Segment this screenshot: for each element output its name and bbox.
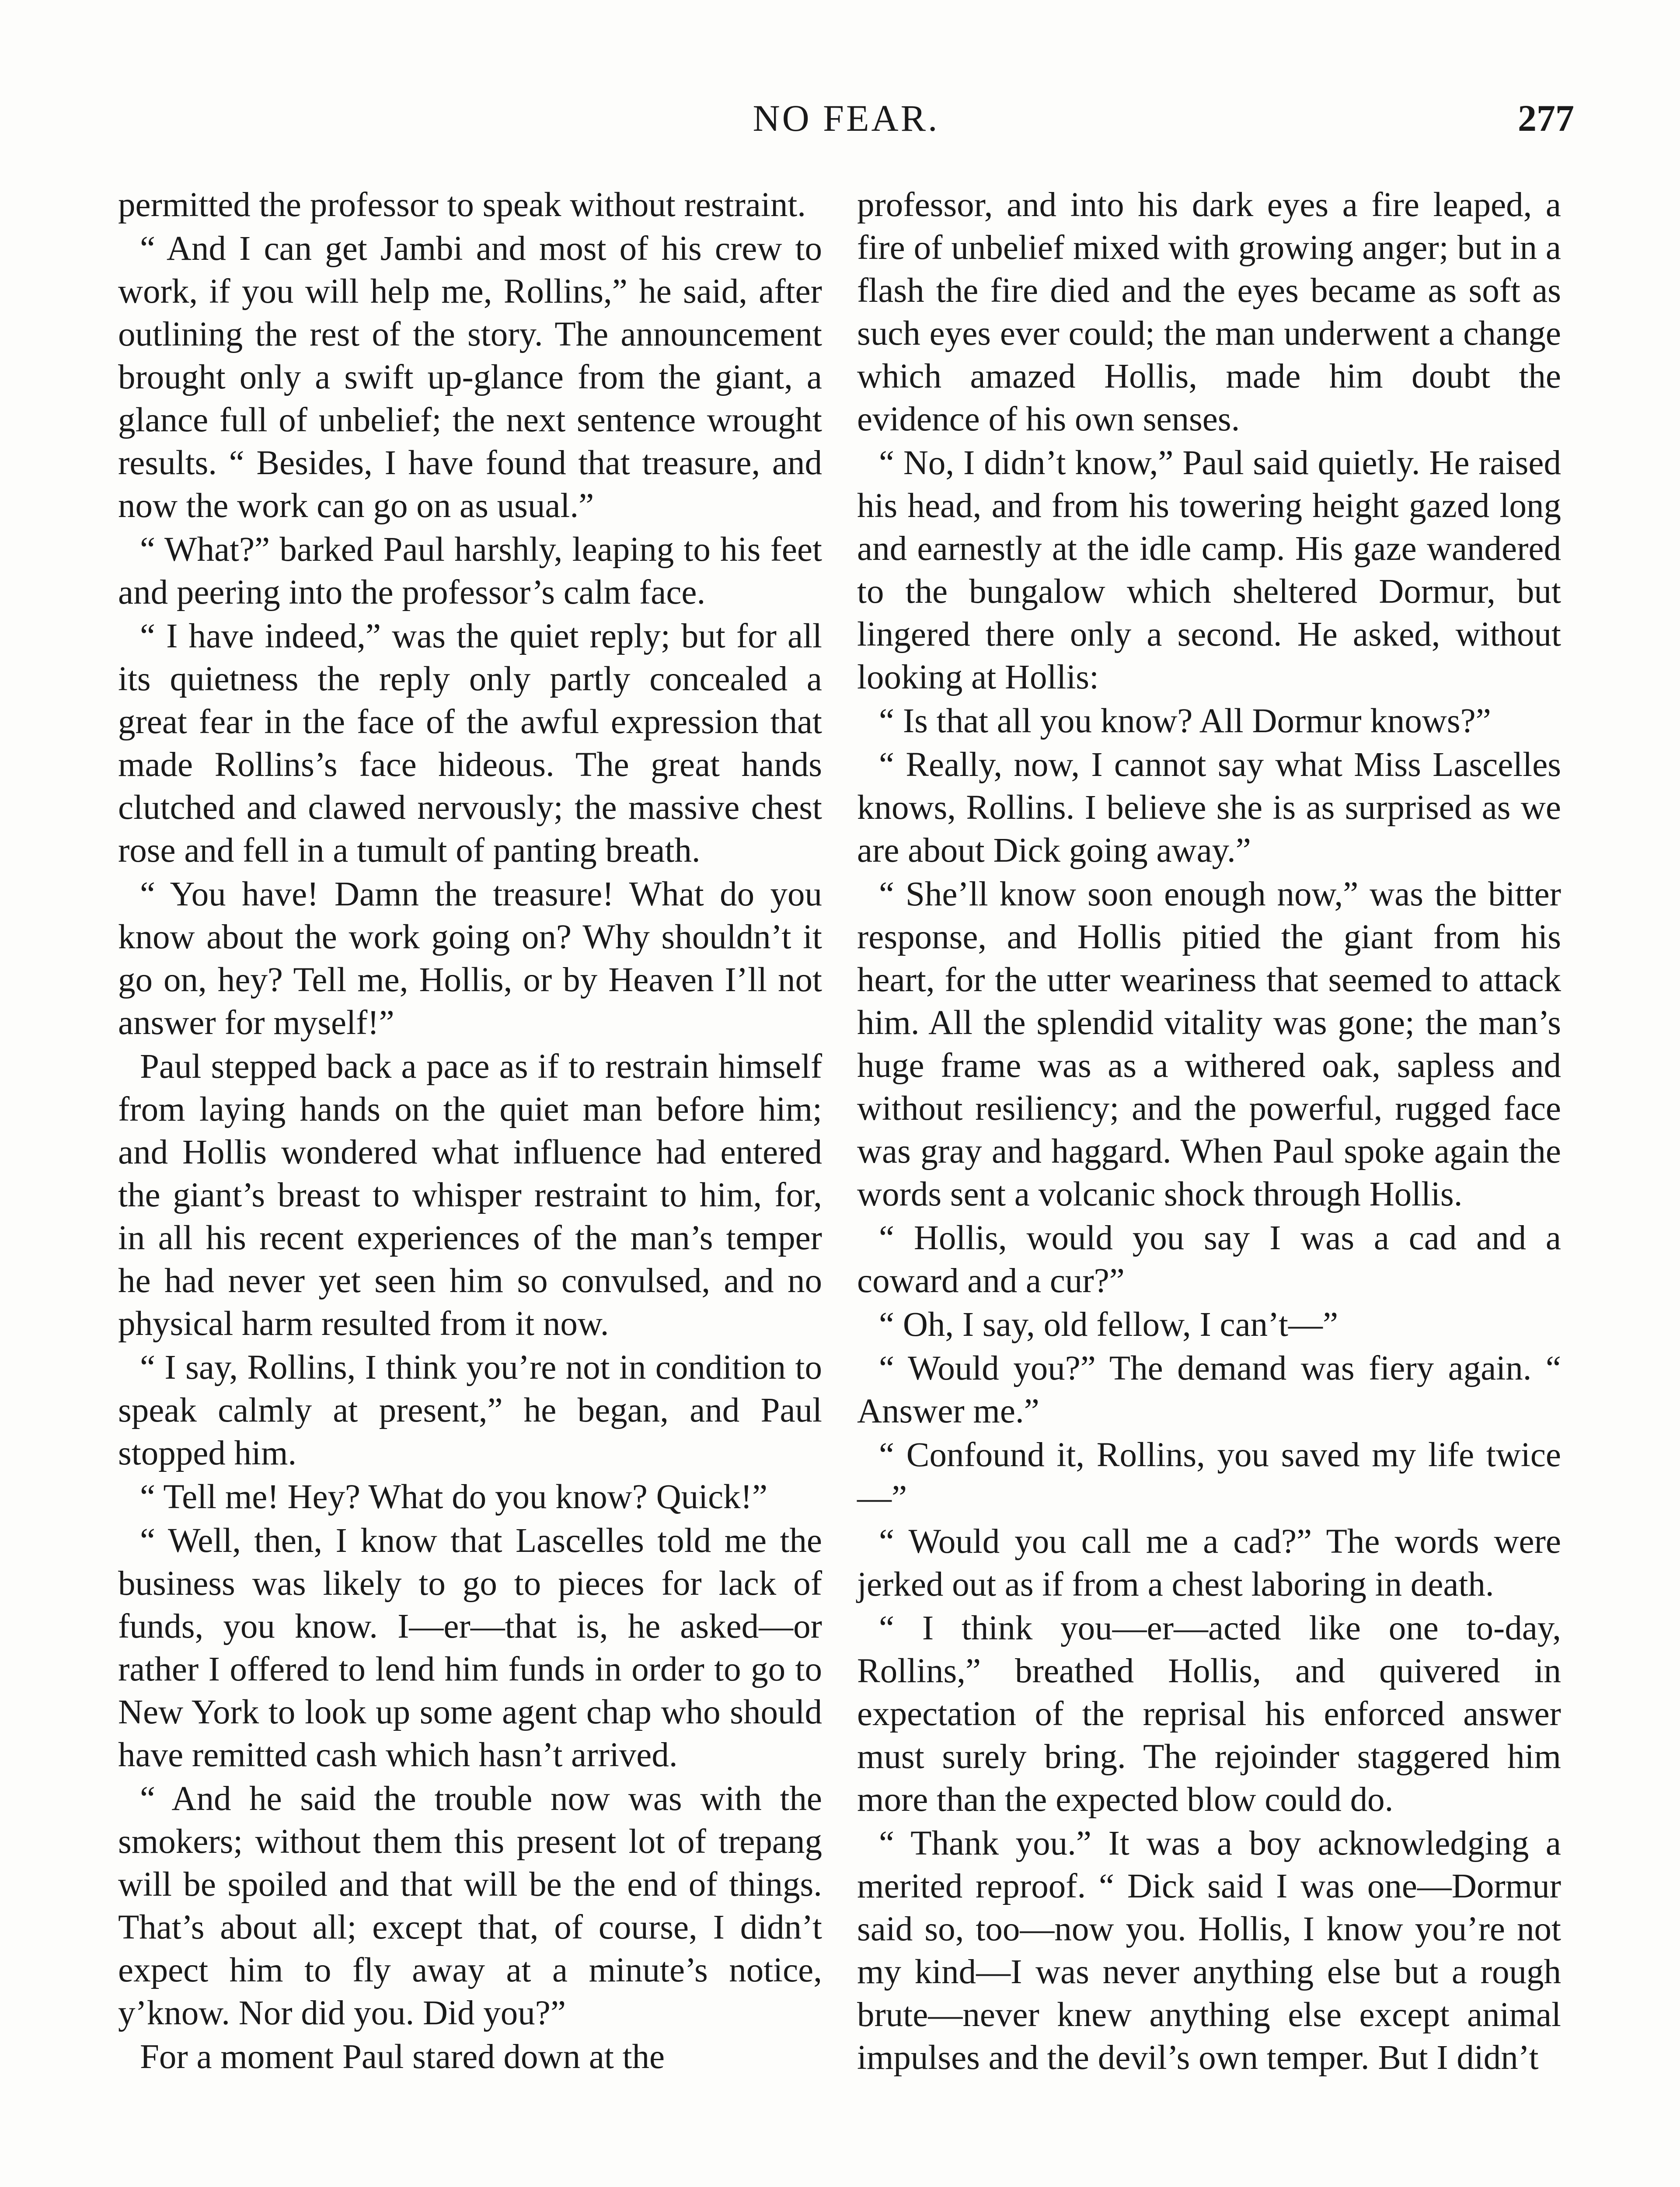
paragraph: “ And he said the trouble now was with the smokers; without them this present lot of trepang will be spoiled and that will be the end of things. That’s about all; except that, of course, I didn’t expect him to fly away at a minute’s notice, y’know. Nor did you. Did you?” <box>118 1780 822 2032</box>
paragraph: “ I say, Rollins, I think you’re not in condition to speak calmly at present,” he began, and Paul stopped him. <box>118 1349 822 1472</box>
paragraph: “ Thank you.” It was a boy acknowledging a merited reproof. “ Dick said I was one—Dormur said so, too—now you. Hollis, I know you’re not my kind—I was never anything else but a rough brute—never knew anything else except animal impulses and the devil’s own temper. But I didn’t <box>857 1824 1561 2077</box>
paragraph: “ She’ll know soon enough now,” was the bitter response, and Hollis pitied the giant from his heart, for the utter weariness that seemed to attack him. All the splendid vitality was gone; the man’s huge frame was as a withered oak, sapless and without resiliency; and the powerful, rugged face was gray and haggard. When Paul spoke again the words sent a volcanic shock through Hollis. <box>857 875 1561 1213</box>
paragraph: “ Oh, I say, old fellow, I can’t—” <box>879 1306 1338 1344</box>
paragraph: “ Would you?” The demand was fiery again. “ Answer me.” <box>857 1349 1561 1430</box>
paragraph: professor, and into his dark eyes a fire leaped, a fire of unbelief mixed with growing anger; but in a flash the fire died and the eyes became as soft as such eyes ever could; the man underwent a change which amazed Hollis, made him doubt the evidence of his own senses. <box>857 186 1561 438</box>
paragraph: “ I think you—er—acted like one to-day, Rollins,” breathed Hollis, and quivered in expectation of the reprisal his enforced answer must surely bring. The rejoinder staggered him more than the expected blow could do. <box>857 1609 1561 1819</box>
paragraph: “ Well, then, I know that Lascelles told me the business was likely to go to pieces for lack of funds, you know. I—er—that is, he asked—or rather I offered to lend him funds in order to go to New York to look up some agent chap who should have remitted cash which hasn’t arrived. <box>118 1522 822 1774</box>
paragraph: “ No, I didn’t know,” Paul said quietly. He raised his head, and from his towering height gazed long and earnestly at the idle camp. His gaze wandered to the bungalow which sheltered Dormur, but lingered there only a second. He asked, without looking at Hollis: <box>857 444 1561 696</box>
paragraph: “ Tell me! Hey? What do you know? Quick!” <box>140 1478 768 1516</box>
right-column <box>857 184 1561 2080</box>
page-number: 277 <box>1518 97 1574 139</box>
paragraph: “ Hollis, would you say I was a cad and a coward and a cur?” <box>857 1219 1561 1300</box>
paragraph: Paul stepped back a pace as if to restrain himself from laying hands on the quiet man before him; and Hollis wondered what influence had entered the giant’s breast to whisper restraint to him, for, in all his recent experiences of the man’s temper he had never yet seen him so convulsed, and no physical harm resulted from it now. <box>118 1048 822 1343</box>
paragraph: “ What?” barked Paul harshly, leaping to his feet and peering into the professor’s calm face. <box>118 531 822 611</box>
left-column <box>118 184 822 2079</box>
running-title: NO FEAR. <box>753 97 940 139</box>
paragraph: For a moment Paul stared down at the <box>140 2038 665 2076</box>
paragraph: “ Confound it, Rollins, you saved my life twice—” <box>857 1436 1561 1517</box>
page-header <box>118 94 1574 151</box>
paragraph: “ I have indeed,” was the quiet reply; but for all its quietness the reply only partly concealed a great fear in the face of the awful expression that made Rollins’s face hideous. The great hands clutched and clawed nervously; the massive chest rose and fell in a tumult of panting breath. <box>118 617 822 870</box>
paragraph: “ Really, now, I cannot say what Miss Lascelles knows, Rollins. I believe she is as surprised as we are about Dick going away.” <box>857 746 1561 870</box>
paragraph: permitted the professor to speak without restraint. <box>118 186 806 224</box>
paragraph: “ And I can get Jambi and most of his crew to work, if you will help me, Rollins,” he said, after outlining the rest of the story. The announcement brought only a swift up-glance from the giant, a glance full of unbelief; the next sentence wrought results. “ Besides, I have found that treasure, and now the work can go on as usual.” <box>118 230 822 525</box>
paragraph: “ Is that all you know? All Dormur knows?” <box>879 702 1491 740</box>
paragraph: “ Would you call me a cad?” The words were jerked out as if from a chest laboring in death. <box>857 1523 1561 1604</box>
paragraph: “ You have! Damn the treasure! What do you know about the work going on? Why shouldn’t it go on, hey? Tell me, Hollis, or by Heaven I’ll not answer for myself!” <box>118 875 822 1042</box>
